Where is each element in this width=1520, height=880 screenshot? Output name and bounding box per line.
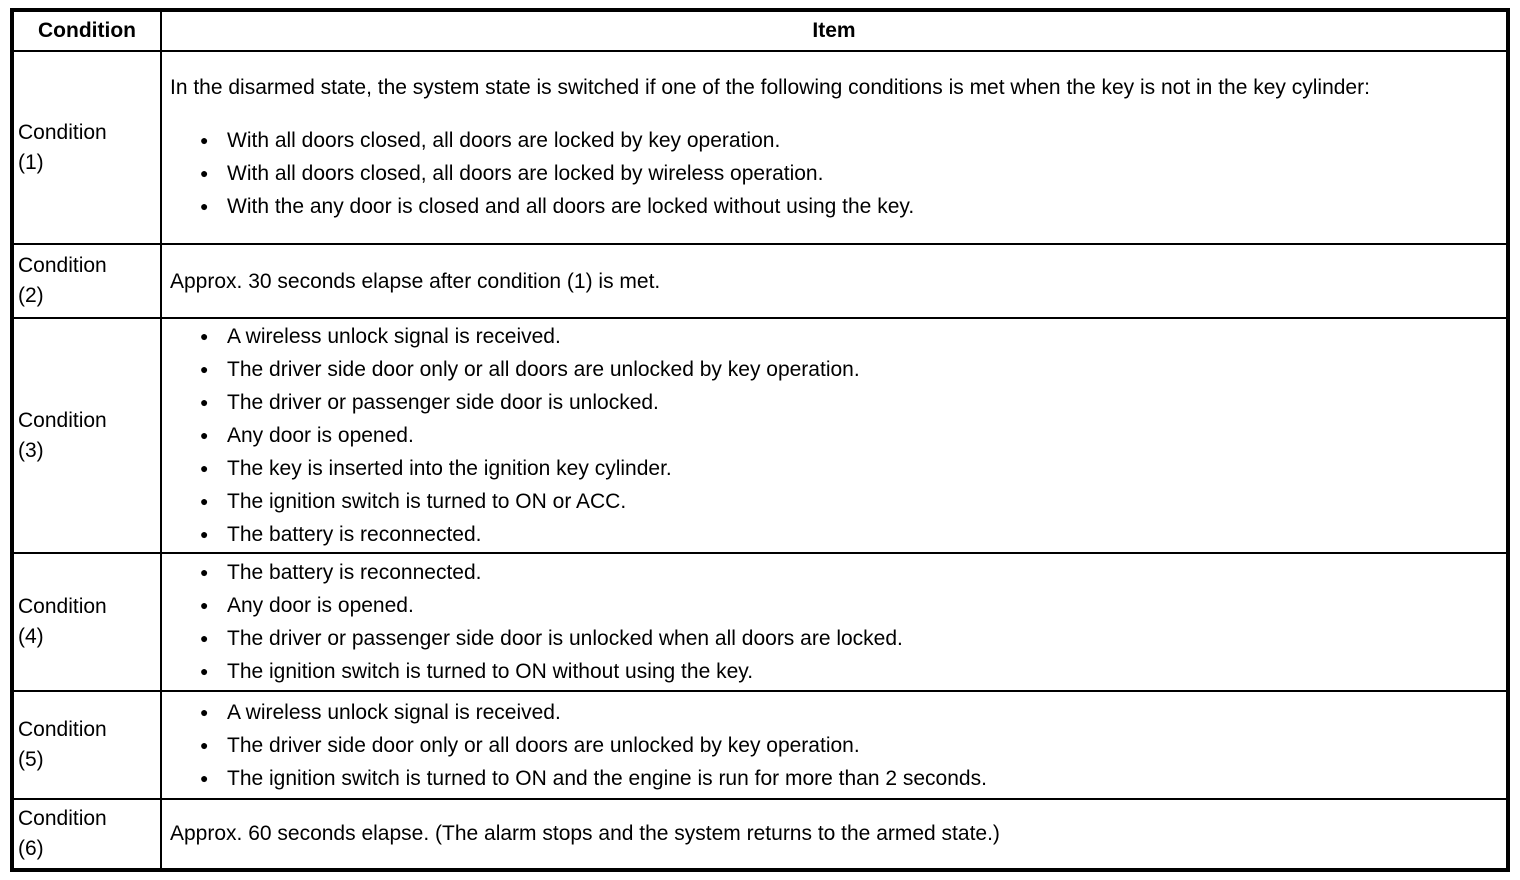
item-cell bbox=[162, 692, 1506, 797]
bullet-text: With all doors closed, all doors are locked by wireless operation. bbox=[227, 162, 824, 186]
bullet-item bbox=[200, 655, 1496, 688]
bullet-list bbox=[170, 124, 1496, 223]
bullet-icon: ● bbox=[200, 198, 209, 215]
bullet-item bbox=[200, 762, 1496, 795]
bullet-text: A wireless unlock signal is received. bbox=[227, 325, 561, 349]
bullet-text: Any door is opened. bbox=[227, 424, 414, 448]
bullet-text: The driver side door only or all doors are unlocked by key operation. bbox=[227, 358, 860, 382]
bullet-text: With the any door is closed and all doors are locked without using the key. bbox=[227, 195, 915, 219]
condition-number: (5) bbox=[18, 747, 44, 771]
item-cell bbox=[162, 52, 1506, 243]
bullet-text: The driver or passenger side door is unlocked when all doors are locked. bbox=[227, 627, 903, 650]
bullet-item bbox=[200, 518, 1496, 551]
bullet-item bbox=[200, 124, 1496, 157]
condition-label: Condition bbox=[18, 594, 107, 618]
condition-label: Condition bbox=[18, 717, 107, 741]
bullet-icon: ● bbox=[200, 165, 209, 182]
bullet-item bbox=[200, 589, 1496, 622]
table-row bbox=[14, 317, 1506, 551]
bullet-text: The driver or passenger side door is unlocked. bbox=[227, 391, 659, 415]
bullet-item bbox=[200, 386, 1496, 419]
bullet-icon: ● bbox=[200, 597, 209, 613]
bullet-text: The ignition switch is turned to ON or ACC. bbox=[227, 490, 627, 514]
bullet-list bbox=[170, 696, 1496, 795]
bullet-item bbox=[200, 157, 1496, 190]
item-cell bbox=[162, 319, 1506, 551]
bullet-icon: ● bbox=[200, 564, 209, 580]
bullet-text: The driver side door only or all doors are unlocked by key operation. bbox=[227, 733, 860, 757]
condition-cell bbox=[14, 554, 162, 691]
bullet-icon: ● bbox=[200, 328, 209, 345]
bullet-icon: ● bbox=[200, 132, 209, 149]
item-cell bbox=[162, 800, 1506, 868]
condition-number: (3) bbox=[18, 438, 44, 462]
table-row bbox=[14, 690, 1506, 797]
bullet-icon: ● bbox=[200, 394, 209, 411]
bullet-icon: ● bbox=[200, 663, 209, 679]
bullet-item bbox=[200, 485, 1496, 518]
bullet-item bbox=[200, 729, 1496, 762]
bullet-item bbox=[200, 452, 1496, 485]
table-header-row bbox=[14, 12, 1506, 50]
condition-label: Condition bbox=[18, 254, 107, 278]
item-cell bbox=[162, 554, 1506, 691]
bullet-item bbox=[200, 419, 1496, 452]
bullet-text: Any door is opened. bbox=[227, 594, 414, 617]
table-row bbox=[14, 798, 1506, 868]
bullet-text: The key is inserted into the ignition key cylinder. bbox=[227, 457, 672, 481]
condition-cell bbox=[14, 52, 162, 243]
condition-label: Condition bbox=[18, 120, 107, 144]
bullet-item bbox=[200, 353, 1496, 386]
bullet-item bbox=[200, 190, 1496, 223]
bullet-icon: ● bbox=[200, 526, 209, 543]
bullet-list bbox=[170, 320, 1496, 551]
item-intro-text: In the disarmed state, the system state is switched if one of the following conditions is met when the key is not in the key cylinder: bbox=[170, 76, 1370, 100]
bullet-text: The ignition switch is turned to ON and the engine is run for more than 2 seconds. bbox=[227, 766, 987, 790]
bullet-icon: ● bbox=[200, 361, 209, 378]
condition-cell bbox=[14, 319, 162, 551]
table-row bbox=[14, 552, 1506, 691]
condition-number: (1) bbox=[18, 150, 44, 174]
condition-cell bbox=[14, 692, 162, 797]
condition-number: (2) bbox=[18, 284, 44, 308]
bullet-text: With all doors closed, all doors are locked by key operation. bbox=[227, 129, 781, 153]
conditions-table bbox=[10, 8, 1510, 872]
header-condition: Condition bbox=[14, 12, 162, 50]
bullet-text: The battery is reconnected. bbox=[227, 561, 482, 584]
bullet-icon: ● bbox=[200, 630, 209, 646]
bullet-item bbox=[200, 556, 1496, 589]
item-cell bbox=[162, 245, 1506, 317]
bullet-item bbox=[200, 320, 1496, 353]
item-text: Approx. 60 seconds elapse. (The alarm stops and the system returns to the armed state.) bbox=[170, 822, 1000, 846]
table-row bbox=[14, 243, 1506, 317]
bullet-icon: ● bbox=[200, 493, 209, 510]
bullet-text: The ignition switch is turned to ON without using the key. bbox=[227, 660, 754, 683]
condition-cell bbox=[14, 245, 162, 317]
condition-label: Condition bbox=[18, 408, 107, 432]
bullet-list bbox=[170, 556, 1496, 688]
bullet-icon: ● bbox=[200, 736, 209, 753]
condition-number: (4) bbox=[18, 624, 44, 648]
bullet-text: The battery is reconnected. bbox=[227, 523, 482, 547]
bullet-text: A wireless unlock signal is received. bbox=[227, 700, 561, 724]
condition-label: Condition bbox=[18, 806, 107, 830]
bullet-item bbox=[200, 622, 1496, 655]
bullet-icon: ● bbox=[200, 427, 209, 444]
table-row bbox=[14, 50, 1506, 243]
bullet-icon: ● bbox=[200, 703, 209, 720]
item-text: Approx. 30 seconds elapse after condition (1) is met. bbox=[170, 269, 661, 293]
condition-number: (6) bbox=[18, 836, 44, 860]
bullet-icon: ● bbox=[200, 769, 209, 786]
condition-cell bbox=[14, 800, 162, 868]
header-item: Item bbox=[812, 19, 856, 42]
bullet-item bbox=[200, 696, 1496, 729]
bullet-icon: ● bbox=[200, 460, 209, 477]
